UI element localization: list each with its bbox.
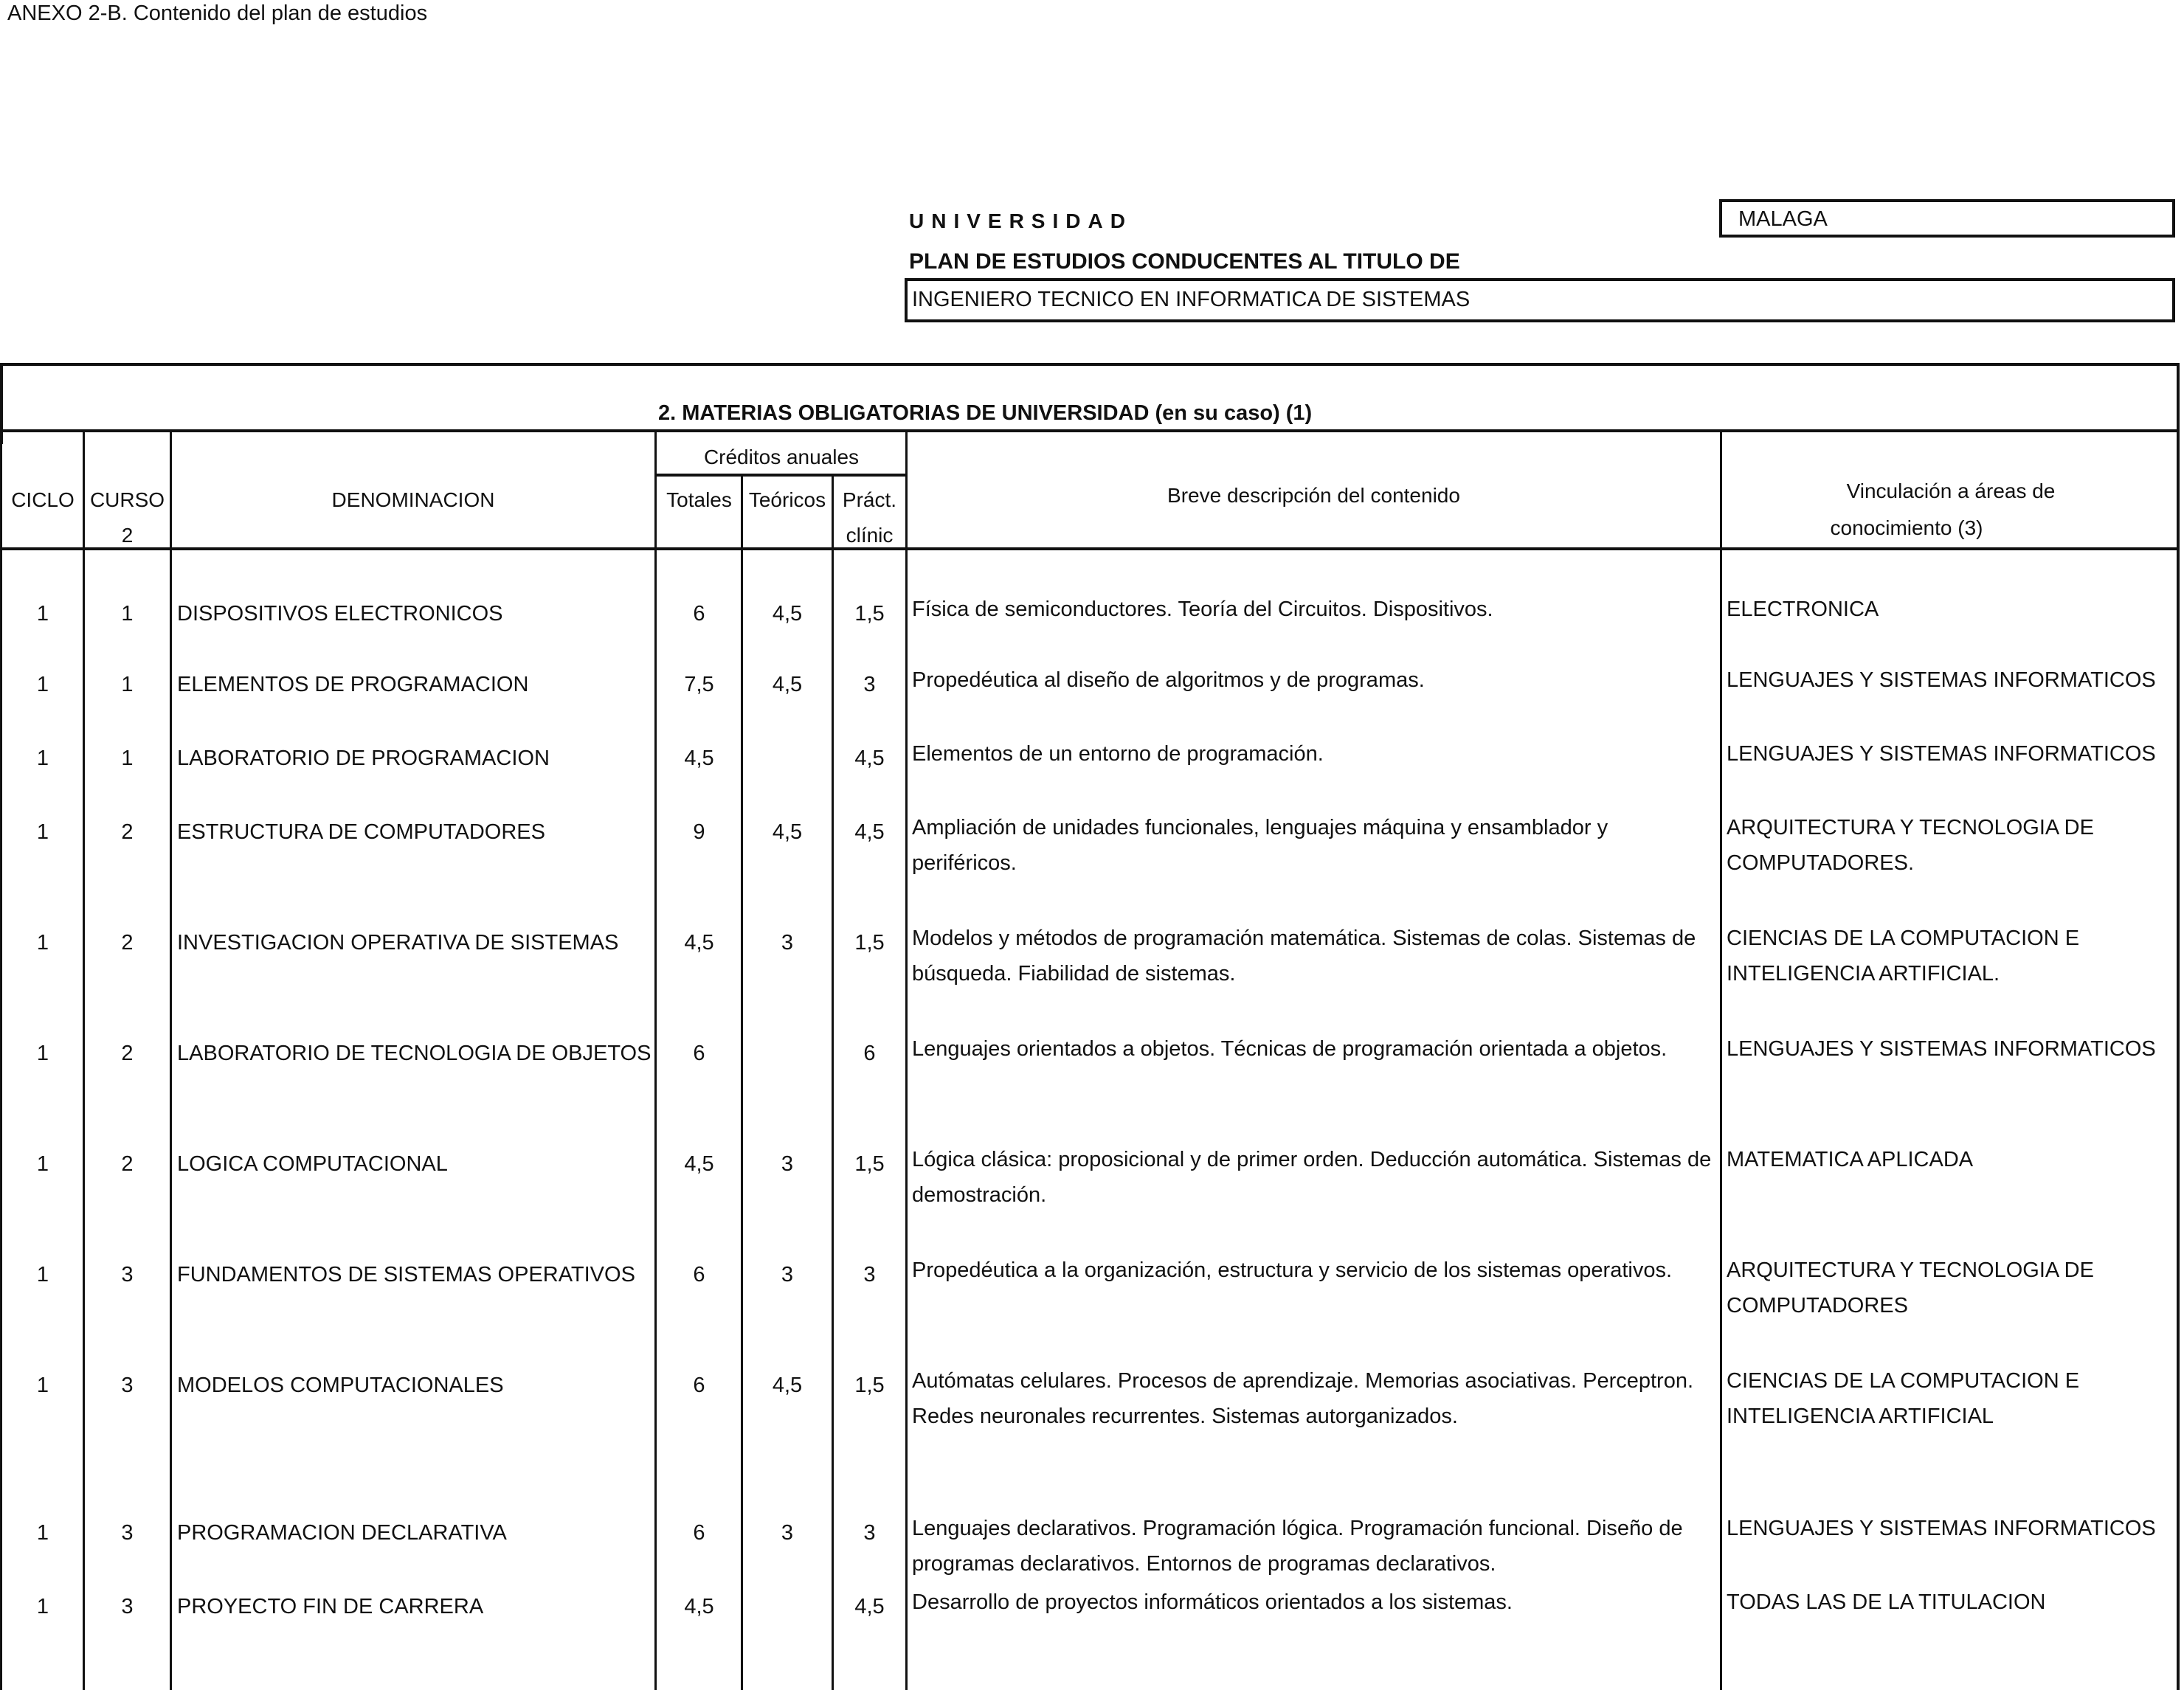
row-4-descripcion: Ampliación de unidades funcionales, lenguajes máquina y ensamblador y periféricos. [912,816,1608,875]
titulo-field: INGENIERO TECNICO EN INFORMATICA DE SISTEMAS [905,278,2175,322]
header-vinculacion-2: conocimiento (3) [1830,516,1983,539]
row-10-denominacion: PROGRAMACION DECLARATIVA [177,1521,507,1545]
row-5-curso: 2 [121,931,134,955]
row-8-teoricos: 3 [781,1263,794,1286]
row-1-ciclo: 1 [36,602,49,626]
row-4-denominacion: ESTRUCTURA DE COMPUTADORES [177,820,545,844]
row-8-ciclo: 1 [36,1263,49,1286]
row-11-vinculacion: TODAS LAS DE LA TITULACION [1727,1590,2046,1614]
row-11-denominacion: PROYECTO FIN DE CARRERA [177,1595,484,1618]
header-practicos: Práct. [842,488,897,511]
row-7-practicos: 1,5 [854,1152,885,1176]
row-4-totales: 9 [693,820,705,844]
row-10-ciclo: 1 [36,1521,49,1545]
header-vinculacion: Vinculación a áreas de [1846,479,2056,502]
row-5-ciclo: 1 [36,931,49,955]
row-4-teoricos: 4,5 [772,820,803,844]
header-creditos: Créditos anuales [703,446,860,468]
row-1-denominacion: DISPOSITIVOS ELECTRONICOS [177,602,503,626]
row-7-denominacion: LOGICA COMPUTACIONAL [177,1152,448,1176]
row-3-practicos: 4,5 [854,747,885,770]
universidad-label: UNIVERSIDAD [909,209,1133,232]
row-2-totales: 7,5 [684,673,714,696]
header-top-rule [0,429,2180,432]
row-9-ciclo: 1 [36,1374,49,1397]
row-8-totales: 6 [693,1263,705,1286]
row-5-vinculacion: CIENCIAS DE LA COMPUTACION E INTELIGENCIA ARTIFICIAL. [1727,927,2080,986]
row-10-vinculacion: LENGUAJES Y SISTEMAS INFORMATICOS [1727,1517,2156,1540]
row-6-totales: 6 [693,1042,705,1065]
table-frame [0,363,2180,1690]
row-9-descripcion: Autómatas celulares. Procesos de aprendizaje. Memorias asociativas. Perceptron. Redes neuronales recurrentes. Sistemas autorganizados. [912,1369,1694,1428]
header-bottom-rule [0,547,2180,550]
row-8-descripcion: Propedéutica a la organización, estructura y servicio de los sistemas operativos. [912,1258,1673,1282]
row-1-practicos: 1,5 [854,602,885,626]
row-11-practicos: 4,5 [854,1595,885,1618]
col-rule-3 [654,429,657,1690]
row-3-descripcion: Elementos de un entorno de programación. [912,742,1324,766]
row-6-vinculacion: LENGUAJES Y SISTEMAS INFORMATICOS [1727,1037,2156,1061]
header-curso-note: 2 [121,524,134,547]
row-11-descripcion: Desarrollo de proyectos informáticos orientados a los sistemas. [912,1590,1513,1614]
row-8-practicos: 3 [863,1263,876,1286]
row-9-totales: 6 [693,1374,705,1397]
row-2-vinculacion: LENGUAJES Y SISTEMAS INFORMATICOS [1727,668,2156,692]
universidad-field: MALAGA [1719,199,2175,238]
plan-label: PLAN DE ESTUDIOS CONDUCENTES AL TITULO DE [909,249,1460,274]
row-3-denominacion: LABORATORIO DE PROGRAMACION [177,747,550,770]
row-2-descripcion: Propedéutica al diseño de algoritmos y de programas. [912,668,1425,692]
header-curso: CURSO [89,488,165,511]
row-7-ciclo: 1 [36,1152,49,1176]
row-4-vinculacion: ARQUITECTURA Y TECNOLOGIA DE COMPUTADORES. [1727,816,2094,875]
row-2-denominacion: ELEMENTOS DE PROGRAMACION [177,673,529,696]
row-2-teoricos: 4,5 [772,673,803,696]
row-3-vinculacion: LENGUAJES Y SISTEMAS INFORMATICOS [1727,742,2156,766]
row-7-vinculacion: MATEMATICA APLICADA [1727,1148,1974,1171]
col-rule-4 [741,474,743,1690]
row-4-curso: 2 [121,820,134,844]
row-11-ciclo: 1 [36,1595,49,1618]
header-descripcion: Breve descripción del contenido [1167,484,1460,507]
header-teoricos: Teóricos [748,488,826,511]
row-6-ciclo: 1 [36,1042,49,1065]
row-5-denominacion: INVESTIGACION OPERATIVA DE SISTEMAS [177,931,619,955]
row-7-totales: 4,5 [684,1152,714,1176]
row-2-practicos: 3 [863,673,876,696]
row-8-curso: 3 [121,1263,134,1286]
annex-title: ANEXO 2-B. Contenido del plan de estudios [7,1,428,25]
header-ciclo: CICLO [11,488,75,511]
row-7-descripcion: Lógica clásica: proposicional y de primer orden. Deducción automática. Sistemas de demostración. [912,1148,1712,1207]
row-5-totales: 4,5 [684,931,714,955]
row-11-curso: 3 [121,1595,134,1618]
row-9-vinculacion: CIENCIAS DE LA COMPUTACION E INTELIGENCIA ARTIFICIAL [1727,1369,2080,1428]
row-1-curso: 1 [121,602,134,626]
row-5-practicos: 1,5 [854,931,885,955]
row-10-curso: 3 [121,1521,134,1545]
col-rule-6 [905,429,908,1690]
col-rule-7 [1720,429,1722,1690]
row-1-totales: 6 [693,602,705,626]
row-3-ciclo: 1 [36,747,49,770]
row-10-descripcion: Lenguajes declarativos. Programación lógica. Programación funcional. Diseño de programas declarativos. Entornos de programas declarativos. [912,1517,1683,1576]
row-6-denominacion: LABORATORIO DE TECNOLOGIA DE OBJETOS [177,1042,652,1065]
col-rule-2 [170,429,172,1690]
row-3-totales: 4,5 [684,747,714,770]
row-6-practicos: 6 [863,1042,876,1065]
row-4-practicos: 4,5 [854,820,885,844]
row-7-curso: 2 [121,1152,134,1176]
row-10-totales: 6 [693,1521,705,1545]
row-9-denominacion: MODELOS COMPUTACIONALES [177,1374,504,1397]
row-6-curso: 2 [121,1042,134,1065]
row-7-teoricos: 3 [781,1152,794,1176]
header-totales: Totales [666,488,732,511]
row-2-curso: 1 [121,673,134,696]
row-1-vinculacion: ELECTRONICA [1727,598,1879,621]
header-practicos-2: clínic [846,524,894,547]
row-10-teoricos: 3 [781,1521,794,1545]
col-rule-5 [832,474,834,1690]
row-3-curso: 1 [121,747,134,770]
header-denominacion: DENOMINACION [331,488,495,511]
row-2-ciclo: 1 [36,673,49,696]
row-5-teoricos: 3 [781,931,794,955]
row-9-curso: 3 [121,1374,134,1397]
row-8-vinculacion: ARQUITECTURA Y TECNOLOGIA DE COMPUTADORES [1727,1258,2094,1317]
section-title: 2. MATERIAS OBLIGATORIAS DE UNIVERSIDAD (en su caso) (1) [658,401,1313,425]
row-11-totales: 4,5 [684,1595,714,1618]
row-8-denominacion: FUNDAMENTOS DE SISTEMAS OPERATIVOS [177,1263,635,1286]
col-rule-0 [0,429,2,1690]
row-1-descripcion: Física de semiconductores. Teoría del Circuitos. Dispositivos. [912,598,1493,621]
row-9-teoricos: 4,5 [772,1374,803,1397]
row-6-descripcion: Lenguajes orientados a objetos. Técnicas de programación orientada a objetos. [912,1037,1668,1061]
row-10-practicos: 3 [863,1521,876,1545]
row-1-teoricos: 4,5 [772,602,803,626]
row-9-practicos: 1,5 [854,1374,885,1397]
row-4-ciclo: 1 [36,820,49,844]
row-5-descripcion: Modelos y métodos de programación matemática. Sistemas de colas. Sistemas de búsqueda. Fiabilidad de sistemas. [912,927,1696,986]
